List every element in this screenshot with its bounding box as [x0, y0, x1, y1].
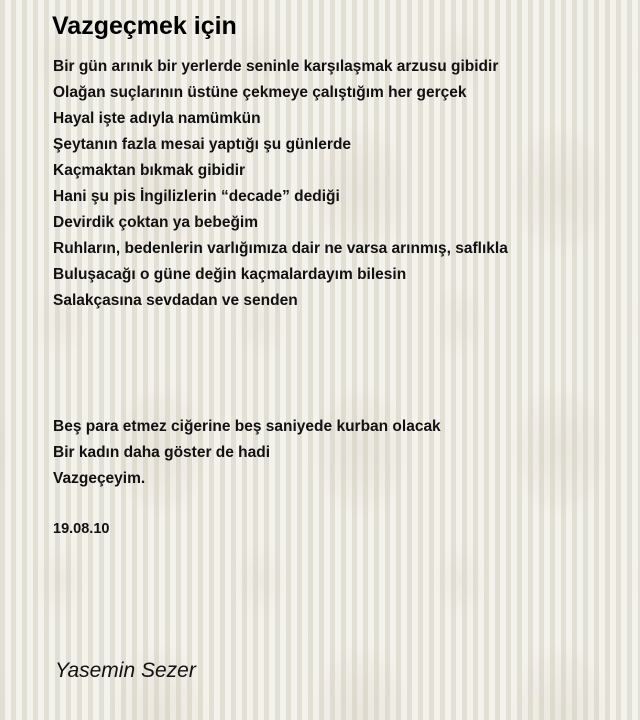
poem-line: Salakçasına sevdadan ve senden [53, 292, 298, 309]
poem-line: Bir gün arınık bir yerlerde seninle karşılaşmak arzusu gibidir [53, 58, 499, 75]
poem-line: Bir kadın daha göster de hadi [53, 444, 271, 461]
poem-author: Yasemin Sezer [55, 659, 196, 682]
poem-title: Vazgeçmek için [52, 12, 237, 40]
poem-line: Kaçmaktan bıkmak gibidir [53, 162, 246, 179]
poem-line: Beş para etmez ciğerine beş saniyede kurban olacak [53, 418, 441, 435]
stanza-1 [53, 54, 508, 314]
stanza-2 [53, 414, 441, 492]
poem-line: Buluşacağı o güne değin kaçmalardayım bilesin [53, 266, 407, 283]
poem-line: Ruhların, bedenlerin varlığımıza dair ne varsa arınmış, saflıkla [53, 240, 508, 257]
poem-line: Hani şu pis İngilizlerin “decade” dediği [53, 188, 340, 205]
poem-line: Devirdik çoktan ya bebeğim [53, 214, 259, 231]
poem-line: Vazgeçeyim. [53, 470, 146, 487]
poem-line: Şeytanın fazla mesai yaptığı şu günlerde [53, 136, 352, 153]
poem-line: Olağan suçlarının üstüne çekmeye çalıştığım her gerçek [53, 84, 467, 101]
poem-date: 19.08.10 [53, 521, 110, 537]
poem-line: Hayal işte adıyla namümkün [53, 110, 261, 127]
